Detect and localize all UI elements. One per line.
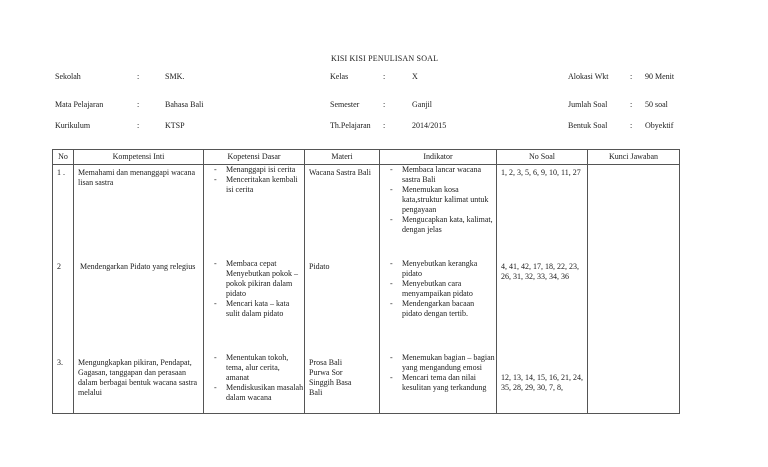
colon: : [630, 100, 633, 109]
row-indikator-item: - Menyebutkan cara menyampaikan pidato [390, 279, 496, 299]
col-header-no: No [53, 150, 74, 165]
thpel-value: 2014/2015 [412, 121, 447, 130]
semester-label: Semester [330, 100, 360, 109]
colon: : [383, 100, 386, 109]
jumlah-label: Jumlah Soal [568, 100, 608, 109]
colon: : [137, 121, 140, 130]
row-indikator-item: - Mencari tema dan nilai kesulitan yang terkandung [390, 373, 496, 393]
row-kd-item: - Menanggapi isi cerita [214, 165, 304, 175]
colon: : [630, 121, 633, 130]
col-header-ki: Kompetensi Inti [74, 150, 204, 165]
row-no: 3. [57, 358, 63, 367]
row-indikator-item: - Menemukan kosa kata,struktur kalimat untuk pengayaan [390, 185, 496, 215]
semester-value: Ganjil [412, 100, 432, 109]
row-kd-item: - Mencari kata – kata sulit dalam pidato [214, 299, 304, 319]
row-kunci [588, 353, 679, 356]
row-ki: Mengungkapkan pikiran, Pendapat, Gagasan, tanggapan dan perasaan dalam berbagai bentuk wacana sastra melalui [78, 358, 198, 397]
alokasi-value: 90 Menit [645, 72, 675, 81]
row-materi: Pidato [309, 262, 330, 271]
colon: : [383, 121, 386, 130]
mapel-value: Bahasa Bali [165, 100, 204, 109]
colon: : [630, 72, 633, 81]
alokasi-label: Alokasi Wkt [568, 72, 609, 81]
kisi-table [52, 149, 680, 414]
row-no: 2 [57, 262, 61, 271]
row-indikator-list [380, 353, 496, 393]
bentuk-label: Bentuk Soal [568, 121, 608, 130]
colon: : [383, 72, 386, 81]
col-header-materi: Materi [305, 150, 380, 165]
row-kd-item: - Menceritakan kembali isi cerita [214, 175, 304, 195]
kelas-value: X [412, 72, 418, 81]
row-materi: Wacana Sastra Bali [309, 168, 371, 177]
col-header-indikator: Indikator [380, 150, 497, 165]
sekolah-value: SMK. [165, 72, 185, 81]
page-title: KISI KISI PENULISAN SOAL [331, 54, 439, 63]
row-no-soal: 1, 2, 3, 5, 6, 9, 10, 11, 27 [501, 168, 581, 177]
row-indikator-item: - Menyebutkan kerangka pidato [390, 259, 496, 279]
col-header-kunci: Kunci Jawaban [588, 150, 680, 165]
table-header-row [53, 150, 680, 165]
row-kd-list [204, 165, 304, 195]
row-materi: Prosa Bali Purwa Sor Singgih Basa Bali [309, 358, 352, 397]
jumlah-value: 50 soal [645, 100, 668, 109]
row-kd-list [204, 259, 304, 319]
kurikulum-label: Kurikulum [55, 121, 91, 130]
row-kunci [588, 259, 679, 262]
row-kd-list [204, 353, 304, 403]
bentuk-value: Obyektif [645, 121, 674, 130]
row-kd-item: - Membaca cepat Menyebutkan pokok – pokok pikiran dalam pidato [214, 259, 304, 299]
row-indikator-list [380, 259, 496, 319]
row-no: 1 . [57, 168, 65, 177]
table-row [53, 259, 680, 353]
col-header-kd: Kopetensi Dasar [204, 150, 305, 165]
row-indikator-item: - Mengucapkan kata, kalimat, dengan jelas [390, 215, 496, 235]
mapel-label: Mata Pelajaran [55, 100, 104, 109]
row-indikator-list [380, 165, 496, 235]
row-ki: Memahami dan menanggapi wacana lisan sastra [78, 168, 196, 187]
row-indikator-item: - Membaca lancar wacana sastra Bali [390, 165, 496, 185]
row-kunci [588, 165, 679, 168]
sekolah-label: Sekolah [55, 72, 81, 81]
row-indikator-item: - Mendengarkan bacaan pidato dengan tertib. [390, 299, 496, 319]
table-row [53, 165, 680, 260]
thpel-label: Th.Pelajaran [330, 121, 371, 130]
table-row [53, 353, 680, 414]
row-kd-item: - Mendiskusikan masalah dalam wacana [214, 383, 304, 403]
row-indikator-item: - Menemukan bagian – bagian yang mengandung emosi [390, 353, 496, 373]
row-kd-item: - Menentukan tokoh, tema, alur cerita, amanat [214, 353, 304, 383]
colon: : [137, 100, 140, 109]
row-ki: Mendengarkan Pidato yang relegius [80, 262, 196, 271]
kelas-label: Kelas [330, 72, 349, 81]
col-header-no-soal: No Soal [497, 150, 588, 165]
colon: : [137, 72, 140, 81]
row-no-soal: 4, 41, 42, 17, 18, 22, 23, 26, 31, 32, 33, 34, 36 [501, 262, 579, 281]
row-no-soal: 12, 13, 14, 15, 16, 21, 24, 35, 28, 29, 30, 7, 8, [501, 373, 583, 392]
kurikulum-value: KTSP [165, 121, 185, 130]
